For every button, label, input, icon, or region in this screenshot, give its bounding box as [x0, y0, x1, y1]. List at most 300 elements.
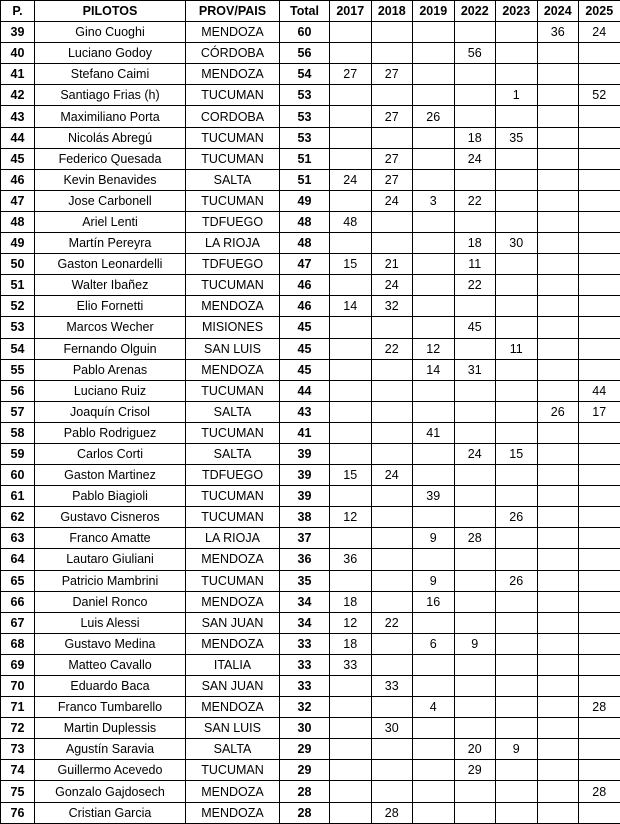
- points-2024-cell: [537, 802, 579, 823]
- points-2025-cell: [579, 233, 620, 254]
- points-2017-cell: [330, 739, 372, 760]
- points-2025-cell: [579, 190, 620, 211]
- points-2025-cell: [579, 422, 620, 443]
- points-2018-cell: 21: [371, 254, 413, 275]
- position-cell: 44: [1, 127, 35, 148]
- total-cell: 47: [280, 254, 330, 275]
- points-2017-cell: [330, 85, 372, 106]
- pilot-name-cell: Luis Alessi: [35, 612, 186, 633]
- total-cell: 35: [280, 570, 330, 591]
- points-2024-cell: [537, 760, 579, 781]
- position-cell: 65: [1, 570, 35, 591]
- pilot-name-cell: Martín Pereyra: [35, 233, 186, 254]
- pilot-name-cell: Matteo Cavallo: [35, 654, 186, 675]
- points-2019-cell: [413, 211, 455, 232]
- points-2023-cell: [496, 802, 538, 823]
- points-2023-cell: [496, 422, 538, 443]
- points-2024-cell: [537, 676, 579, 697]
- province-cell: MENDOZA: [186, 296, 280, 317]
- position-cell: 68: [1, 633, 35, 654]
- points-2025-cell: [579, 211, 620, 232]
- table-row: [1, 22, 620, 43]
- points-2018-cell: [371, 127, 413, 148]
- total-cell: 41: [280, 422, 330, 443]
- points-2018-cell: [371, 528, 413, 549]
- table-body: [1, 22, 620, 824]
- pilot-name-cell: Luciano Ruiz: [35, 380, 186, 401]
- points-2018-cell: [371, 781, 413, 802]
- position-cell: 52: [1, 296, 35, 317]
- points-2019-cell: 6: [413, 633, 455, 654]
- table-row: [1, 296, 620, 317]
- points-2019-cell: [413, 254, 455, 275]
- position-cell: 75: [1, 781, 35, 802]
- position-cell: 61: [1, 486, 35, 507]
- points-2024-cell: [537, 169, 579, 190]
- points-2024-cell: [537, 718, 579, 739]
- points-2024-cell: [537, 380, 579, 401]
- pilot-name-cell: Pablo Biagioli: [35, 486, 186, 507]
- table-row: [1, 127, 620, 148]
- table-row: [1, 338, 620, 359]
- points-2025-cell: [579, 612, 620, 633]
- points-2024-cell: [537, 127, 579, 148]
- province-cell: MENDOZA: [186, 802, 280, 823]
- total-cell: 51: [280, 148, 330, 169]
- province-cell: SAN LUIS: [186, 338, 280, 359]
- header-row: [1, 1, 620, 22]
- position-cell: 66: [1, 591, 35, 612]
- points-2017-cell: 12: [330, 612, 372, 633]
- points-2018-cell: [371, 317, 413, 338]
- points-2024-cell: 26: [537, 401, 579, 422]
- position-cell: 39: [1, 22, 35, 43]
- points-2024-cell: [537, 422, 579, 443]
- points-2025-cell: [579, 106, 620, 127]
- province-cell: SALTA: [186, 401, 280, 422]
- points-2022-cell: [454, 486, 496, 507]
- points-2022-cell: [454, 507, 496, 528]
- pilot-name-cell: Santiago Frias (h): [35, 85, 186, 106]
- table-row: [1, 359, 620, 380]
- total-cell: 30: [280, 718, 330, 739]
- position-cell: 45: [1, 148, 35, 169]
- points-2018-cell: 27: [371, 106, 413, 127]
- header-total: Total: [280, 1, 330, 22]
- total-cell: 48: [280, 211, 330, 232]
- points-2017-cell: [330, 781, 372, 802]
- points-2024-cell: [537, 148, 579, 169]
- points-2018-cell: [371, 359, 413, 380]
- points-2018-cell: [371, 654, 413, 675]
- points-2024-cell: [537, 549, 579, 570]
- points-2019-cell: [413, 43, 455, 64]
- points-2025-cell: [579, 296, 620, 317]
- points-2019-cell: [413, 233, 455, 254]
- points-2018-cell: [371, 211, 413, 232]
- province-cell: MENDOZA: [186, 781, 280, 802]
- total-cell: 46: [280, 275, 330, 296]
- points-2025-cell: [579, 359, 620, 380]
- points-2023-cell: 9: [496, 739, 538, 760]
- position-cell: 41: [1, 64, 35, 85]
- pilot-name-cell: Joaquín Crisol: [35, 401, 186, 422]
- total-cell: 49: [280, 190, 330, 211]
- points-2022-cell: [454, 338, 496, 359]
- points-2023-cell: 30: [496, 233, 538, 254]
- points-2018-cell: 24: [371, 190, 413, 211]
- points-2019-cell: 26: [413, 106, 455, 127]
- points-2018-cell: 27: [371, 148, 413, 169]
- table-row: [1, 718, 620, 739]
- province-cell: MENDOZA: [186, 633, 280, 654]
- province-cell: TUCUMAN: [186, 148, 280, 169]
- points-2025-cell: [579, 549, 620, 570]
- points-2017-cell: 36: [330, 549, 372, 570]
- points-2024-cell: [537, 43, 579, 64]
- points-2019-cell: [413, 275, 455, 296]
- points-2023-cell: 15: [496, 443, 538, 464]
- points-2018-cell: [371, 739, 413, 760]
- points-2023-cell: [496, 697, 538, 718]
- table-row: [1, 85, 620, 106]
- points-2025-cell: 28: [579, 781, 620, 802]
- points-2023-cell: [496, 64, 538, 85]
- points-2022-cell: 9: [454, 633, 496, 654]
- table-row: [1, 633, 620, 654]
- points-2017-cell: [330, 359, 372, 380]
- pilot-name-cell: Lautaro Giuliani: [35, 549, 186, 570]
- points-2024-cell: [537, 338, 579, 359]
- province-cell: TUCUMAN: [186, 760, 280, 781]
- province-cell: ITALIA: [186, 654, 280, 675]
- points-2022-cell: 11: [454, 254, 496, 275]
- points-2022-cell: 18: [454, 233, 496, 254]
- points-2025-cell: [579, 465, 620, 486]
- points-2019-cell: [413, 760, 455, 781]
- total-cell: 43: [280, 401, 330, 422]
- table-row: [1, 676, 620, 697]
- points-2018-cell: [371, 760, 413, 781]
- points-2022-cell: [454, 401, 496, 422]
- pilot-name-cell: Pablo Arenas: [35, 359, 186, 380]
- points-2022-cell: 24: [454, 148, 496, 169]
- province-cell: TUCUMAN: [186, 127, 280, 148]
- pilot-name-cell: Ariel Lenti: [35, 211, 186, 232]
- points-2019-cell: [413, 718, 455, 739]
- points-2024-cell: [537, 591, 579, 612]
- points-2019-cell: [413, 64, 455, 85]
- table-row: [1, 549, 620, 570]
- points-2019-cell: [413, 781, 455, 802]
- points-2017-cell: 15: [330, 254, 372, 275]
- points-2024-cell: [537, 465, 579, 486]
- points-2019-cell: [413, 22, 455, 43]
- points-2024-cell: [537, 85, 579, 106]
- points-2024-cell: [537, 507, 579, 528]
- total-cell: 51: [280, 169, 330, 190]
- position-cell: 47: [1, 190, 35, 211]
- points-2023-cell: 26: [496, 507, 538, 528]
- points-2017-cell: [330, 401, 372, 422]
- total-cell: 28: [280, 802, 330, 823]
- pilot-name-cell: Federico Quesada: [35, 148, 186, 169]
- header-2025: 2025: [579, 1, 620, 22]
- table-row: [1, 169, 620, 190]
- points-2025-cell: [579, 633, 620, 654]
- points-2023-cell: [496, 612, 538, 633]
- province-cell: TUCUMAN: [186, 190, 280, 211]
- points-2023-cell: [496, 22, 538, 43]
- province-cell: MENDOZA: [186, 697, 280, 718]
- position-cell: 49: [1, 233, 35, 254]
- points-2024-cell: [537, 654, 579, 675]
- points-2017-cell: [330, 275, 372, 296]
- points-2025-cell: [579, 338, 620, 359]
- total-cell: 38: [280, 507, 330, 528]
- points-2023-cell: 1: [496, 85, 538, 106]
- position-cell: 55: [1, 359, 35, 380]
- points-2017-cell: [330, 190, 372, 211]
- points-2023-cell: 11: [496, 338, 538, 359]
- province-cell: SALTA: [186, 169, 280, 190]
- points-2018-cell: [371, 697, 413, 718]
- province-cell: TUCUMAN: [186, 507, 280, 528]
- province-cell: TUCUMAN: [186, 380, 280, 401]
- points-2019-cell: 3: [413, 190, 455, 211]
- province-cell: LA RIOJA: [186, 233, 280, 254]
- pilot-name-cell: Daniel Ronco: [35, 591, 186, 612]
- points-2017-cell: [330, 676, 372, 697]
- points-2022-cell: [454, 296, 496, 317]
- points-2024-cell: [537, 486, 579, 507]
- points-2017-cell: [330, 422, 372, 443]
- points-2025-cell: [579, 760, 620, 781]
- pilot-name-cell: Gino Cuoghi: [35, 22, 186, 43]
- points-2023-cell: [496, 465, 538, 486]
- position-cell: 62: [1, 507, 35, 528]
- pilot-name-cell: Gustavo Cisneros: [35, 507, 186, 528]
- points-2019-cell: [413, 507, 455, 528]
- total-cell: 29: [280, 739, 330, 760]
- points-2024-cell: [537, 190, 579, 211]
- points-2017-cell: [330, 528, 372, 549]
- points-2022-cell: [454, 654, 496, 675]
- pilot-name-cell: Cristian Garcia: [35, 802, 186, 823]
- points-2019-cell: [413, 85, 455, 106]
- points-2017-cell: [330, 338, 372, 359]
- total-cell: 45: [280, 359, 330, 380]
- points-2018-cell: [371, 380, 413, 401]
- points-2024-cell: [537, 64, 579, 85]
- table-row: [1, 190, 620, 211]
- table-row: [1, 465, 620, 486]
- pilot-name-cell: Martin Duplessis: [35, 718, 186, 739]
- points-2019-cell: [413, 169, 455, 190]
- points-2017-cell: [330, 148, 372, 169]
- province-cell: SAN JUAN: [186, 612, 280, 633]
- points-2018-cell: [371, 443, 413, 464]
- points-2019-cell: 41: [413, 422, 455, 443]
- province-cell: TUCUMAN: [186, 570, 280, 591]
- points-2019-cell: 9: [413, 570, 455, 591]
- table-row: [1, 64, 620, 85]
- province-cell: TDFUEGO: [186, 211, 280, 232]
- points-2022-cell: 56: [454, 43, 496, 64]
- points-2025-cell: [579, 676, 620, 697]
- points-2017-cell: [330, 233, 372, 254]
- points-2023-cell: [496, 169, 538, 190]
- points-2022-cell: 22: [454, 190, 496, 211]
- province-cell: SALTA: [186, 739, 280, 760]
- total-cell: 37: [280, 528, 330, 549]
- position-cell: 71: [1, 697, 35, 718]
- points-2022-cell: [454, 781, 496, 802]
- pilot-name-cell: Jose Carbonell: [35, 190, 186, 211]
- total-cell: 56: [280, 43, 330, 64]
- points-2022-cell: [454, 211, 496, 232]
- points-2022-cell: 22: [454, 275, 496, 296]
- points-2022-cell: 28: [454, 528, 496, 549]
- points-2023-cell: [496, 359, 538, 380]
- province-cell: TUCUMAN: [186, 85, 280, 106]
- province-cell: TUCUMAN: [186, 275, 280, 296]
- points-2025-cell: 52: [579, 85, 620, 106]
- points-2025-cell: 24: [579, 22, 620, 43]
- table-row: [1, 802, 620, 823]
- points-2025-cell: [579, 739, 620, 760]
- points-2018-cell: [371, 401, 413, 422]
- header-2023: 2023: [496, 1, 538, 22]
- points-2017-cell: [330, 570, 372, 591]
- province-cell: MENDOZA: [186, 359, 280, 380]
- pilot-name-cell: Walter Ibañez: [35, 275, 186, 296]
- position-cell: 50: [1, 254, 35, 275]
- total-cell: 46: [280, 296, 330, 317]
- position-cell: 51: [1, 275, 35, 296]
- table-row: [1, 697, 620, 718]
- points-2024-cell: [537, 528, 579, 549]
- points-2024-cell: [537, 233, 579, 254]
- points-2019-cell: [413, 317, 455, 338]
- position-cell: 76: [1, 802, 35, 823]
- province-cell: CÓRDOBA: [186, 43, 280, 64]
- points-2025-cell: [579, 570, 620, 591]
- points-2023-cell: [496, 275, 538, 296]
- points-2022-cell: 45: [454, 317, 496, 338]
- points-2023-cell: [496, 106, 538, 127]
- points-2018-cell: 27: [371, 169, 413, 190]
- table-row: [1, 612, 620, 633]
- total-cell: 53: [280, 106, 330, 127]
- points-2022-cell: [454, 380, 496, 401]
- points-2017-cell: 24: [330, 169, 372, 190]
- points-2025-cell: [579, 43, 620, 64]
- position-cell: 54: [1, 338, 35, 359]
- pilot-name-cell: Stefano Caimi: [35, 64, 186, 85]
- points-2018-cell: [371, 43, 413, 64]
- total-cell: 39: [280, 465, 330, 486]
- position-cell: 58: [1, 422, 35, 443]
- position-cell: 60: [1, 465, 35, 486]
- points-2023-cell: [496, 760, 538, 781]
- table-row: [1, 739, 620, 760]
- points-2025-cell: [579, 317, 620, 338]
- total-cell: 28: [280, 781, 330, 802]
- points-2019-cell: [413, 654, 455, 675]
- points-2025-cell: [579, 654, 620, 675]
- points-2023-cell: [496, 401, 538, 422]
- total-cell: 44: [280, 380, 330, 401]
- points-2025-cell: [579, 486, 620, 507]
- position-cell: 70: [1, 676, 35, 697]
- points-2024-cell: [537, 443, 579, 464]
- province-cell: SAN JUAN: [186, 676, 280, 697]
- points-2018-cell: [371, 549, 413, 570]
- points-2024-cell: [537, 275, 579, 296]
- province-cell: MENDOZA: [186, 549, 280, 570]
- points-2023-cell: [496, 148, 538, 169]
- points-2025-cell: [579, 507, 620, 528]
- points-2017-cell: [330, 486, 372, 507]
- points-2017-cell: [330, 802, 372, 823]
- table-row: [1, 781, 620, 802]
- points-2023-cell: [496, 633, 538, 654]
- table-row: [1, 106, 620, 127]
- position-cell: 46: [1, 169, 35, 190]
- points-2023-cell: [496, 190, 538, 211]
- position-cell: 40: [1, 43, 35, 64]
- points-2023-cell: [496, 43, 538, 64]
- points-2025-cell: [579, 528, 620, 549]
- table-row: [1, 486, 620, 507]
- points-2025-cell: [579, 591, 620, 612]
- points-2024-cell: [537, 697, 579, 718]
- province-cell: TDFUEGO: [186, 254, 280, 275]
- points-2018-cell: [371, 422, 413, 443]
- points-2018-cell: 27: [371, 64, 413, 85]
- position-cell: 43: [1, 106, 35, 127]
- points-2024-cell: [537, 254, 579, 275]
- points-2022-cell: 20: [454, 739, 496, 760]
- pilot-name-cell: Pablo Rodriguez: [35, 422, 186, 443]
- points-2022-cell: [454, 718, 496, 739]
- points-2023-cell: [496, 296, 538, 317]
- points-2025-cell: [579, 443, 620, 464]
- table-row: [1, 507, 620, 528]
- points-2023-cell: 35: [496, 127, 538, 148]
- points-2023-cell: [496, 528, 538, 549]
- points-2019-cell: 4: [413, 697, 455, 718]
- points-2022-cell: [454, 591, 496, 612]
- pilot-name-cell: Nicolás Abregú: [35, 127, 186, 148]
- table-row: [1, 233, 620, 254]
- points-2017-cell: 14: [330, 296, 372, 317]
- header-2018: 2018: [371, 1, 413, 22]
- points-2025-cell: 17: [579, 401, 620, 422]
- points-2022-cell: [454, 22, 496, 43]
- points-2019-cell: [413, 676, 455, 697]
- points-2022-cell: [454, 422, 496, 443]
- points-2025-cell: [579, 254, 620, 275]
- position-cell: 64: [1, 549, 35, 570]
- points-2018-cell: [371, 486, 413, 507]
- points-2019-cell: [413, 739, 455, 760]
- pilot-name-cell: Franco Amatte: [35, 528, 186, 549]
- table-row: [1, 275, 620, 296]
- points-2022-cell: [454, 169, 496, 190]
- pilot-name-cell: Gaston Leonardelli: [35, 254, 186, 275]
